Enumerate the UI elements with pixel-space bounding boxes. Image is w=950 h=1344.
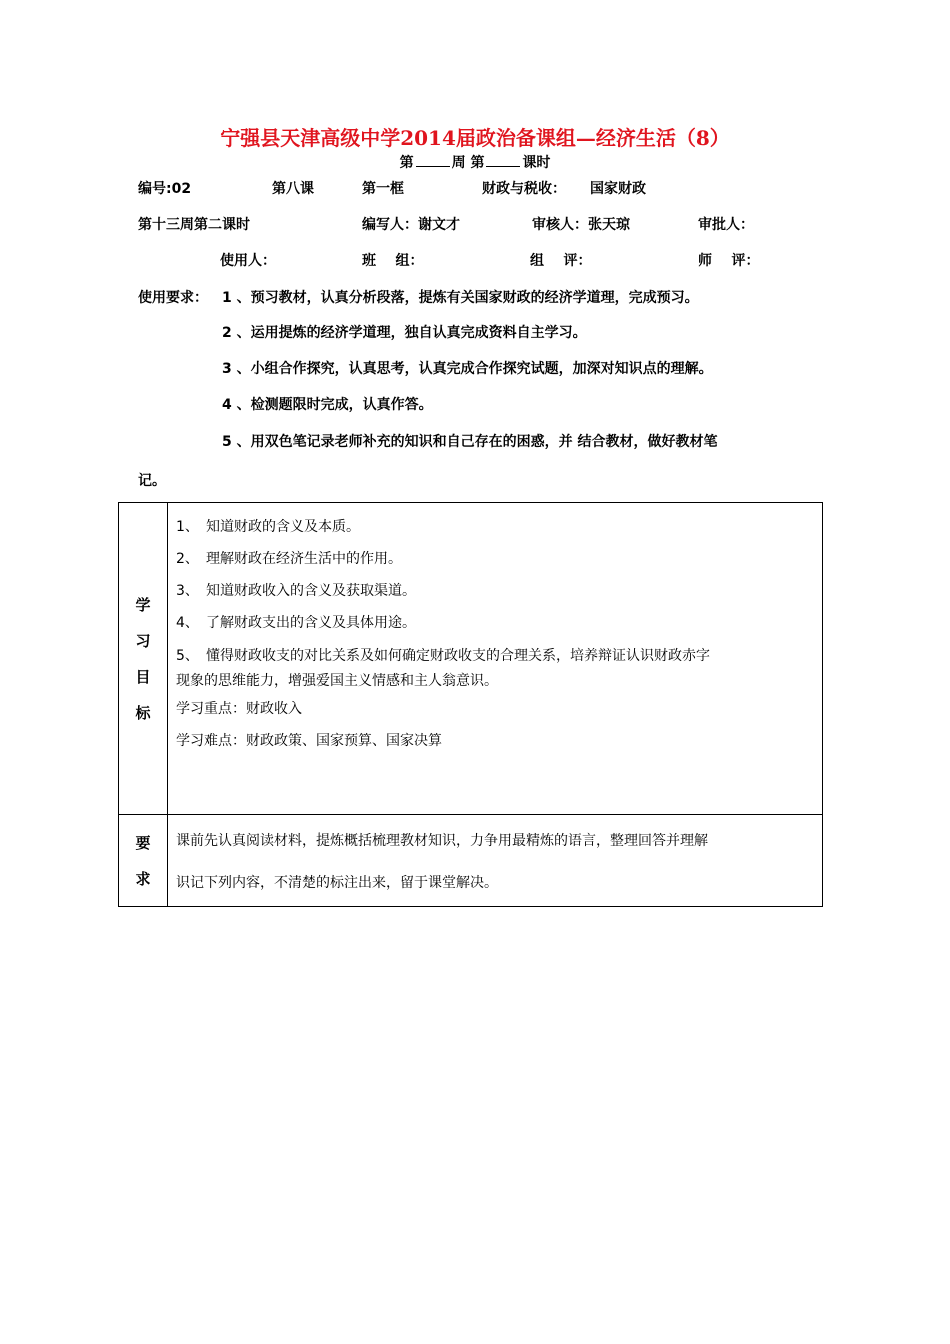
week-line [0,152,950,172]
requirement-item: 3 、小组合作探究，认真思考，认真完成合作探究试题，加深对知识点的理解。 [222,361,713,377]
author: 编写人：谢文才 [362,217,460,233]
week-blank [416,152,450,167]
goals-row [119,503,823,815]
reviewer: 审核人：张天琼 [532,217,630,233]
class-group-label: 班 组： [362,253,424,269]
requirement-item: 2 、运用提炼的经济学道理，独自认真完成资料自主学习。 [222,325,587,341]
lesson-number: 第八课 [272,181,314,197]
requirement-line: 课前先认真阅读材料，提炼概括梳理教材知识，力争用最精炼的语言，整理回答并理解 [176,833,708,849]
requirement-content [168,815,823,907]
goal-item-continued: 现象的思维能力，增强爱国主义情感和主人翁意识。 [176,673,498,689]
study-table [118,502,823,907]
requirement-tail: 记。 [138,473,166,489]
document-title: 宁强县天津高级中学2014届政治备课组—经济生活（8） [220,126,730,150]
requirement-item: 5 、用双色笔记录老师补充的知识和自己存在的困惑，并 结合教材，做好教材笔 [222,434,718,450]
goal-item: 3、 知道财政收入的含义及获取渠道。 [176,583,416,599]
goal-item: 4、 了解财政支出的含义及具体用途。 [176,615,416,631]
period-blank [486,152,520,167]
period-label: 课时 [522,155,551,171]
topic-name: 国家财政 [590,181,646,197]
requirement-side-label: 要 求 [119,815,168,907]
key-point: 学习重点：财政收入 [176,701,302,717]
teacher-eval-label: 师 评： [698,253,760,269]
doc-code: 编号:02 [138,181,192,197]
period-info: 第十三周第二课时 [138,217,250,233]
requirement-row [119,815,823,907]
goal-item: 2、 理解财政在经济生活中的作用。 [176,551,402,567]
approver: 审批人： [698,217,754,233]
period-prefix: 第 [470,155,485,171]
week-label: 周 [451,155,466,171]
group-eval-label: 组 评： [530,253,592,269]
frame-number: 第一框 [362,181,404,197]
requirement-item: 1 、预习教材，认真分析段落，提炼有关国家财政的经济学道理，完成预习。 [222,290,699,306]
requirements-label: 使用要求： [138,290,208,306]
requirement-line: 识记下列内容，不清楚的标注出来，留于课堂解决。 [176,875,498,891]
goal-item: 1、 知道财政的含义及本质。 [176,519,360,535]
goal-item: 5、 懂得财政收支的对比关系及如何确定财政收支的合理关系，培养辩证认识财政赤字 [176,648,710,664]
topic-label: 财政与税收： [482,181,566,197]
week-prefix: 第 [399,155,414,171]
difficulty-point: 学习难点：财政政策、国家预算、国家决算 [176,733,442,749]
goals-side-label: 学 习 目 标 [119,503,168,815]
requirement-item: 4 、检测题限时完成，认真作答。 [222,397,433,413]
user-label: 使用人： [220,253,276,269]
goals-content [168,503,823,815]
